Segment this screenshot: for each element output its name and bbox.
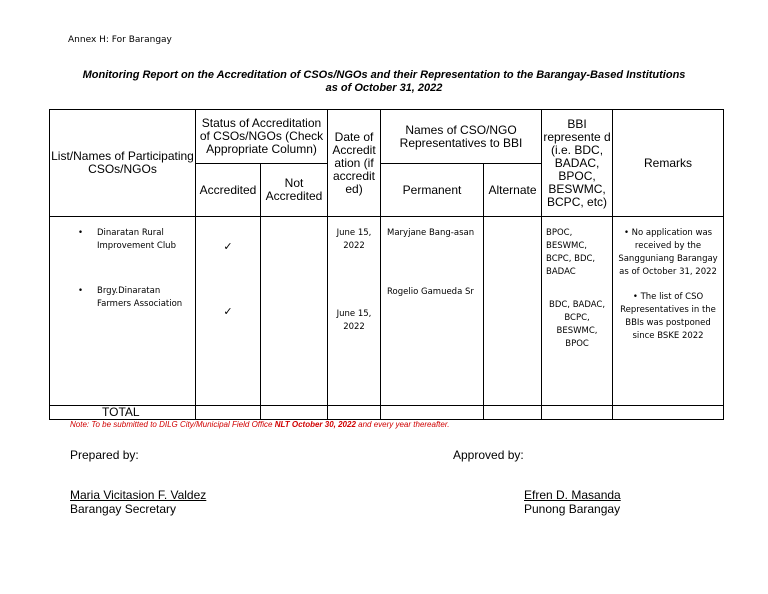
date-cell bbox=[328, 217, 381, 406]
permanent-cell bbox=[381, 217, 484, 406]
bbi-list: BPOC, BESWMC, BCPC, BDC, BADAC bbox=[546, 228, 596, 277]
table-row bbox=[50, 217, 724, 406]
accreditation-date: June 15, 2022 bbox=[336, 228, 372, 251]
approver-title: Punong Barangay bbox=[524, 502, 621, 516]
bbi-list: BDC, BADAC, BCPC, BESWMC, BPOC bbox=[549, 300, 606, 349]
annex-label: Annex H: For Barangay bbox=[68, 35, 172, 45]
header-not-accredited: Not Accredited bbox=[261, 164, 328, 217]
bbi-cell bbox=[542, 217, 613, 406]
preparer-title: Barangay Secretary bbox=[70, 502, 177, 516]
header-remarks: Remarks bbox=[613, 110, 724, 217]
header-permanent: Permanent bbox=[381, 164, 484, 217]
accreditation-date: June 15, 2022 bbox=[336, 309, 372, 332]
bullet-icon: • bbox=[78, 228, 84, 238]
header-bbi: BBI represente d (i.e. BDC, BADAC, BPOC, BESWMC, BCPC, etc) bbox=[542, 110, 613, 217]
list-item: • Brgy.Dinaratan Farmers Association bbox=[78, 286, 183, 309]
org-names-cell bbox=[50, 217, 196, 406]
preparer-name: Maria Vicitasion F. Valdez bbox=[70, 488, 207, 502]
bullet-icon: • bbox=[78, 286, 84, 296]
accredited-cell bbox=[196, 217, 261, 406]
list-item: • Dinaratan Rural Improvement Club bbox=[78, 228, 176, 251]
approved-by-label: Approved by: bbox=[453, 448, 524, 462]
prepared-by-label: Prepared by: bbox=[70, 448, 139, 462]
not-accredited-cell bbox=[261, 217, 328, 406]
check-icon: ✓ bbox=[223, 241, 233, 253]
header-names-reps: Names of CSO/NGO Representatives to BBI bbox=[381, 110, 542, 164]
header-date: Date of Accredit ation (if accredit ed) bbox=[328, 110, 381, 217]
remark: • The list of CSO Representatives in the BBIs was postponed since BSKE 2022 bbox=[620, 292, 716, 341]
permanent-rep: Rogelio Gamueda Sr bbox=[387, 287, 474, 297]
permanent-rep: Maryjane Bang-asan bbox=[387, 228, 475, 238]
accreditation-table bbox=[49, 109, 724, 420]
alternate-cell bbox=[484, 217, 542, 406]
header-status: Status of Accreditation of CSOs/NGOs (Check Appropriate Column) bbox=[196, 110, 328, 164]
submission-note: Note: To be submitted to DILG City/Municipal Field Office NLT October 30, 2022 and every year thereafter. bbox=[70, 420, 450, 429]
report-date: as of October 31, 2022 bbox=[325, 82, 443, 94]
header-alternate: Alternate bbox=[484, 164, 542, 217]
header-accredited: Accredited bbox=[196, 164, 261, 217]
total-label: TOTAL bbox=[50, 406, 196, 420]
report-title: Monitoring Report on the Accreditation of CSOs/NGOs and their Representation to the Barangay-Based Institutions bbox=[82, 69, 686, 81]
remark: • No application was received by the Sangguniang Barangay as of October 31, 2022 bbox=[618, 228, 718, 277]
remarks-cell bbox=[613, 217, 724, 406]
header-list-names: List/Names of Participating CSOs/NGOs bbox=[50, 110, 196, 217]
check-icon: ✓ bbox=[223, 306, 233, 318]
approver-name: Efren D. Masanda bbox=[524, 488, 621, 502]
